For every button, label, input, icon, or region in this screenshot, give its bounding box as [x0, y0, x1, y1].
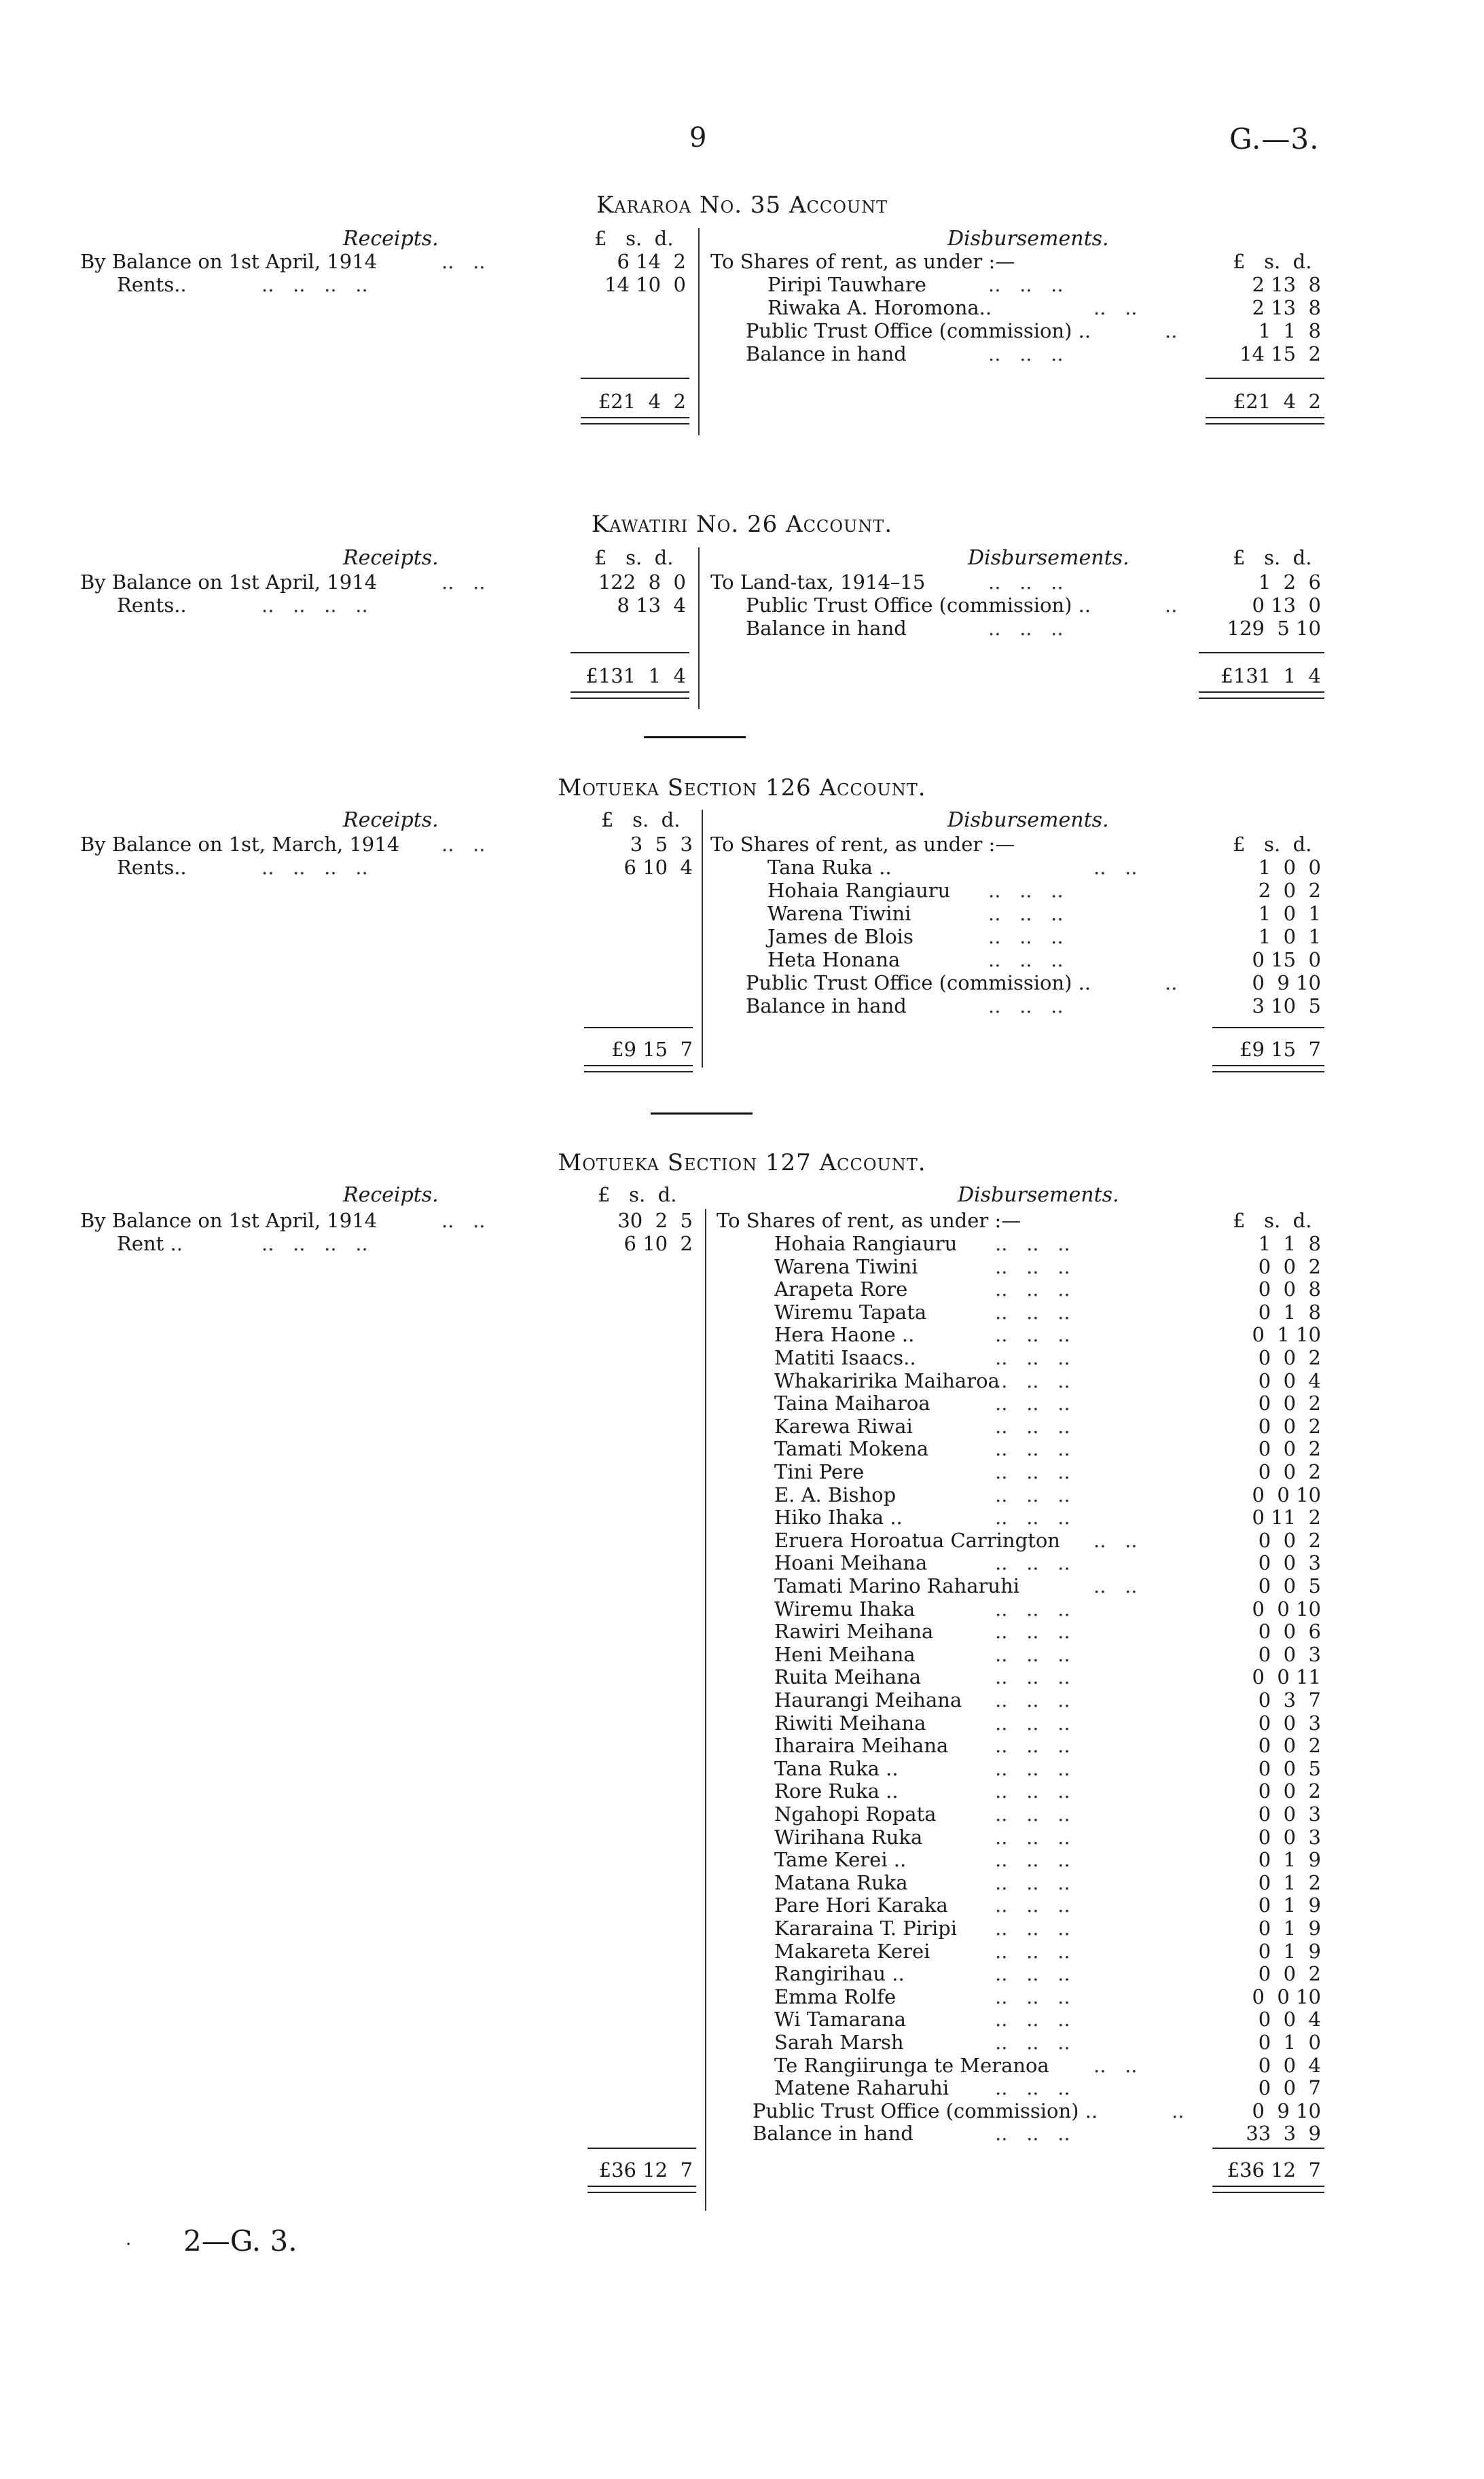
leader-dots: .. .. ..: [995, 1506, 1070, 1529]
leader-dots: .. .. ..: [995, 1483, 1070, 1506]
disbursement-row: Wi Tamarana: [774, 2008, 907, 2031]
double-rule: [587, 2186, 696, 2193]
disbursement-row: Tana Ruka ..: [774, 1757, 899, 1780]
leader-dots: .. .. .. ..: [261, 594, 368, 617]
disbursement-row: E. A. Bishop: [774, 1483, 897, 1506]
disbursement-row: Matiti Isaacs..: [774, 1346, 916, 1369]
total-rule: [1212, 1027, 1324, 1028]
leader-dots: .. ..: [1093, 296, 1138, 319]
leader-dots: .. .. ..: [995, 1278, 1070, 1301]
disbursement-amount: 0 0 2: [1258, 1779, 1321, 1803]
receipts-header: Receipts.: [343, 546, 439, 570]
leader-dots: .. .. ..: [988, 902, 1064, 925]
disbursement-row: Hohaia Rangiauru: [774, 1232, 958, 1255]
disbursement-amount: 0 0 10: [1252, 1483, 1321, 1506]
disbursement-amount: 1 1 8: [1258, 319, 1321, 342]
disbursement-row: Matene Raharuhi: [774, 2076, 949, 2099]
disbursement-row: Matana Ruka: [774, 1871, 908, 1894]
receipt-amount: 14 10 0: [604, 273, 686, 296]
disbursement-amount: 1 0 1: [1258, 925, 1321, 948]
disbursement-amount: 0 0 4: [1258, 1369, 1321, 1392]
disbursement-row: Ruita Meihana: [774, 1665, 922, 1688]
disbursement-row: Riwaka A. Horomona..: [767, 296, 992, 319]
receipts-header: Receipts.: [343, 808, 439, 832]
disbursements-total: £21 4 2: [1233, 390, 1321, 413]
disbursement-intro: To Shares of rent, as under :—: [710, 833, 1015, 856]
receipt-row: By Balance on 1st April, 1914: [80, 571, 378, 594]
disbursement-row: Kararaina T. Piripi: [774, 1917, 958, 1940]
leader-dots: ..: [1165, 319, 1178, 342]
double-rule: [571, 691, 689, 699]
disbursement-row: Haurangi Meihana: [774, 1688, 962, 1712]
disbursement-amount: 0 1 9: [1258, 1848, 1321, 1871]
disbursement-row: Balance in hand: [746, 342, 907, 365]
leader-dots: .. .. ..: [988, 879, 1064, 902]
leader-dots: .. .. ..: [995, 2122, 1070, 2145]
section-separator: [644, 736, 746, 738]
footer-dot: ·: [126, 2234, 132, 2255]
disbursement-row: Rore Ruka ..: [774, 1779, 899, 1803]
receipt-amount: 3 5 3: [630, 833, 693, 856]
leader-dots: .. .. ..: [995, 1712, 1070, 1735]
receipt-row: By Balance on 1st April, 1914: [80, 250, 378, 273]
leader-dots: .. .. ..: [995, 1940, 1070, 1963]
leader-dots: .. .. ..: [988, 925, 1064, 948]
leader-dots: ..: [1165, 594, 1178, 617]
disbursement-row: Rawiri Meihana: [774, 1620, 934, 1643]
disbursement-amount: 0 11 2: [1252, 1506, 1321, 1529]
disbursement-amount: 0 0 2: [1258, 1962, 1321, 1985]
disbursement-row: Wiremu Tapata: [774, 1301, 927, 1324]
receipt-amount: 122 8 0: [598, 571, 686, 594]
disbursement-intro: To Shares of rent, as under :—: [710, 250, 1015, 273]
disbursement-amount: 0 0 2: [1258, 1346, 1321, 1369]
disbursement-amount: 1 2 6: [1258, 571, 1321, 594]
disbursement-amount: 2 13 8: [1252, 273, 1321, 296]
leader-dots: .. .. ..: [988, 342, 1064, 365]
disbursement-row: Tame Kerei ..: [774, 1848, 907, 1871]
disbursement-row: Tini Pere: [774, 1460, 865, 1483]
disbursement-amount: 14 15 2: [1239, 342, 1321, 365]
double-rule: [1212, 2186, 1324, 2193]
leader-dots: .. .. ..: [995, 1871, 1070, 1894]
leader-dots: .. .. ..: [995, 1803, 1070, 1826]
leader-dots: .. .. ..: [988, 617, 1064, 640]
leader-dots: .. .. ..: [995, 1917, 1070, 1940]
receipts-total: £131 1 4: [585, 664, 686, 687]
leader-dots: .. .. .. ..: [261, 856, 368, 879]
receipts-lsd-header: £ s. d.: [598, 1183, 677, 1206]
receipts-lsd-header: £ s. d.: [594, 227, 674, 250]
leader-dots: .. ..: [1093, 856, 1138, 879]
disbursement-amount: 0 0 3: [1258, 1643, 1321, 1666]
leader-dots: .. ..: [1093, 1574, 1138, 1597]
leader-dots: .. ..: [441, 250, 486, 273]
disbursement-row: Makareta Kerei: [774, 1940, 930, 1963]
disbursement-amount: 0 0 4: [1258, 2008, 1321, 2031]
column-divider: [705, 1209, 706, 2211]
disbursement-row: Eruera Horoatua Carrington: [774, 1529, 1060, 1552]
receipt-amount: 6 10 4: [623, 856, 693, 879]
leader-dots: .. .. ..: [995, 1301, 1070, 1324]
leader-dots: .. ..: [441, 1209, 486, 1232]
disbursements-lsd-header: £ s. d.: [1233, 546, 1312, 569]
disbursement-row: Wirihana Ruka: [774, 1826, 923, 1849]
disbursement-amount: 0 0 3: [1258, 1826, 1321, 1849]
receipt-amount: 8 13 4: [617, 594, 686, 617]
leader-dots: .. .. ..: [995, 2076, 1070, 2099]
leader-dots: .. .. ..: [995, 1734, 1070, 1757]
disbursement-row: Sarah Marsh: [774, 2031, 904, 2054]
disbursements-lsd-header: £ s. d.: [1233, 250, 1312, 273]
disbursement-amount: 0 0 2: [1258, 1734, 1321, 1757]
page-reference: G.—3.: [1229, 122, 1320, 156]
receipt-amount: 6 10 2: [623, 1232, 693, 1255]
leader-dots: .. .. ..: [995, 1392, 1070, 1415]
disbursement-amount: 0 0 2: [1258, 1460, 1321, 1483]
leader-dots: .. .. ..: [988, 273, 1064, 296]
disbursement-amount: 1 1 8: [1258, 1232, 1321, 1255]
leader-dots: .. .. ..: [995, 1757, 1070, 1780]
leader-dots: .. .. ..: [995, 1597, 1070, 1621]
disbursements-lsd-header: £ s. d.: [1233, 833, 1312, 856]
disbursement-amount: 0 0 10: [1252, 1985, 1321, 2008]
disbursements-lsd-header: £ s. d.: [1233, 1209, 1312, 1232]
disbursement-row: Heni Meihana: [774, 1643, 916, 1666]
disbursement-row: Emma Rolfe: [774, 1985, 897, 2008]
disbursement-row: Heta Honana: [767, 948, 901, 971]
leader-dots: .. .. ..: [995, 1620, 1070, 1643]
leader-dots: .. .. .. ..: [261, 1232, 368, 1255]
receipts-lsd-header: £ s. d.: [594, 546, 674, 569]
disbursement-amount: 2 0 2: [1258, 879, 1321, 902]
leader-dots: .. .. ..: [995, 1643, 1070, 1666]
leader-dots: .. .. ..: [995, 1779, 1070, 1803]
disbursement-amount: 0 0 4: [1258, 2054, 1321, 2077]
leader-dots: .. .. ..: [995, 1415, 1070, 1438]
disbursement-amount: 0 1 10: [1252, 1323, 1321, 1346]
account-title-kawatiri: Kawatiri No. 26 Account.: [591, 511, 893, 538]
column-divider: [698, 547, 700, 709]
receipt-row: Rent ..: [117, 1232, 183, 1255]
disbursement-row: Tana Ruka ..: [767, 856, 892, 879]
disbursement-amount: 1 0 0: [1258, 856, 1321, 879]
disbursement-amount: 0 1 0: [1258, 2031, 1321, 2054]
leader-dots: ..: [1172, 2099, 1184, 2122]
disbursement-amount: 0 0 6: [1258, 1620, 1321, 1643]
disbursements-total: £9 15 7: [1239, 1038, 1321, 1061]
disbursement-amount: 0 1 9: [1258, 1894, 1321, 1917]
leader-dots: .. .. ..: [995, 1826, 1070, 1849]
disbursement-amount: 0 1 9: [1258, 1917, 1321, 1940]
double-rule: [1212, 1065, 1324, 1072]
leader-dots: .. .. ..: [995, 1323, 1070, 1346]
total-rule: [584, 1027, 693, 1028]
disbursement-row: Balance in hand: [753, 2122, 913, 2145]
disbursement-amount: 0 15 0: [1252, 948, 1321, 971]
disbursement-row: Tamati Mokena: [774, 1437, 929, 1460]
disbursement-row: Public Trust Office (commission) ..: [746, 319, 1091, 342]
disbursement-row: Wiremu Ihaka: [774, 1597, 916, 1621]
total-rule: [571, 652, 689, 653]
disbursement-row: Public Trust Office (commission) ..: [746, 971, 1091, 994]
disbursement-amount: 0 0 3: [1258, 1712, 1321, 1735]
leader-dots: .. .. ..: [995, 1460, 1070, 1483]
disbursement-amount: 0 0 2: [1258, 1415, 1321, 1438]
leader-dots: .. .. ..: [995, 1894, 1070, 1917]
leader-dots: .. .. ..: [995, 2031, 1070, 2054]
column-divider: [698, 228, 700, 435]
disbursement-row: Hiko Ihaka ..: [774, 1506, 903, 1529]
leader-dots: .. .. ..: [995, 1962, 1070, 1985]
disbursement-row: Arapeta Rore: [774, 1278, 908, 1301]
disbursement-amount: 0 1 8: [1258, 1301, 1321, 1324]
leader-dots: .. .. ..: [995, 1551, 1070, 1574]
disbursement-row: Warena Tiwini: [767, 902, 911, 925]
receipts-header: Receipts.: [343, 1183, 439, 1207]
receipt-row: Rents..: [117, 273, 187, 296]
receipt-row: By Balance on 1st April, 1914: [80, 1209, 378, 1232]
double-rule: [584, 1065, 693, 1072]
disbursement-row: James de Blois: [767, 925, 913, 948]
disbursement-amount: 0 0 5: [1258, 1574, 1321, 1597]
double-rule: [1206, 417, 1324, 424]
disbursement-amount: 33 3 9: [1246, 2122, 1321, 2145]
receipts-header: Receipts.: [343, 227, 439, 251]
disbursement-amount: 0 9 10: [1252, 971, 1321, 994]
disbursement-amount: 0 0 2: [1258, 1529, 1321, 1552]
disbursement-amount: 3 10 5: [1252, 994, 1321, 1017]
disbursements-total: £131 1 4: [1220, 664, 1321, 687]
disbursement-row: Hera Haone ..: [774, 1323, 915, 1346]
disbursement-row: Riwiti Meihana: [774, 1712, 926, 1735]
leader-dots: .. .. ..: [995, 1985, 1070, 2008]
leader-dots: .. .. .. ..: [261, 273, 368, 296]
disbursement-row: Whakaririka Maiharoa: [774, 1369, 1000, 1392]
receipt-row: Rents..: [117, 594, 187, 617]
total-rule: [1199, 652, 1324, 653]
disbursement-amount: 0 0 2: [1258, 1437, 1321, 1460]
leader-dots: .. .. ..: [988, 571, 1064, 594]
disbursement-row: Balance in hand: [746, 994, 907, 1017]
leader-dots: .. .. ..: [995, 1255, 1070, 1278]
account-title-kararoa: Kararoa No. 35 Account: [596, 192, 888, 219]
account-title-motueka-127: Motueka Section 127 Account.: [558, 1149, 926, 1176]
disbursements-header: Disbursements.: [968, 546, 1129, 570]
leader-dots: .. .. ..: [988, 948, 1064, 971]
page-number: 9: [689, 122, 707, 153]
disbursement-row: Tamati Marino Raharuhi: [774, 1574, 1020, 1597]
leader-dots: .. .. ..: [995, 1346, 1070, 1369]
leader-dots: .. .. ..: [995, 2008, 1070, 2031]
disbursement-row: Warena Tiwini: [774, 1255, 918, 1278]
section-separator: [651, 1112, 753, 1115]
disbursement-amount: 0 9 10: [1252, 2099, 1321, 2122]
signature-footer: 2—G. 3.: [183, 2224, 297, 2258]
disbursement-amount: 129 5 10: [1227, 617, 1321, 640]
disbursement-amount: 0 0 10: [1252, 1597, 1321, 1621]
leader-dots: .. .. ..: [988, 994, 1064, 1017]
disbursement-row: Karewa Riwai: [774, 1415, 913, 1438]
receipt-row: By Balance on 1st, March, 1914: [80, 833, 400, 856]
disbursement-amount: 0 0 2: [1258, 1255, 1321, 1278]
total-rule: [1212, 2148, 1324, 2149]
disbursement-row: Hoani Meihana: [774, 1551, 928, 1574]
leader-dots: .. .. ..: [995, 1665, 1070, 1688]
disbursement-row: Taina Maiharoa: [774, 1392, 930, 1415]
double-rule: [1199, 691, 1324, 699]
leader-dots: .. .. ..: [995, 1688, 1070, 1712]
receipts-total: £36 12 7: [598, 2158, 693, 2182]
total-rule: [1206, 378, 1324, 379]
disbursements-total: £36 12 7: [1227, 2158, 1321, 2182]
leader-dots: .. ..: [441, 833, 486, 856]
disbursement-row: Balance in hand: [746, 617, 907, 640]
disbursement-row: Pare Hori Karaka: [774, 1894, 948, 1917]
column-divider: [702, 810, 703, 1068]
disbursement-amount: 0 13 0: [1252, 594, 1321, 617]
leader-dots: .. .. ..: [995, 1848, 1070, 1871]
disbursement-amount: 0 0 7: [1258, 2076, 1321, 2099]
leader-dots: .. ..: [1093, 1529, 1138, 1552]
disbursement-intro: To Shares of rent, as under :—: [717, 1209, 1021, 1232]
disbursement-amount: 0 0 2: [1258, 1392, 1321, 1415]
disbursements-header: Disbursements.: [958, 1183, 1119, 1207]
disbursement-amount: 2 13 8: [1252, 296, 1321, 319]
leader-dots: .. .. ..: [995, 1232, 1070, 1255]
disbursements-header: Disbursements.: [947, 808, 1109, 832]
disbursement-row: Ngahopi Ropata: [774, 1803, 937, 1826]
disbursement-row: Te Rangiirunga te Meranoa: [774, 2054, 1049, 2077]
account-title-motueka-126: Motueka Section 126 Account.: [558, 774, 926, 801]
disbursement-row: Iharaira Meihana: [774, 1734, 949, 1757]
leader-dots: .. ..: [441, 571, 486, 594]
disbursement-amount: 0 0 3: [1258, 1551, 1321, 1574]
leader-dots: .. .. ..: [995, 1369, 1070, 1392]
disbursement-row: Piripi Tauwhare: [767, 273, 926, 296]
disbursement-row: Rangirihau ..: [774, 1962, 905, 1985]
disbursement-amount: 0 0 3: [1258, 1803, 1321, 1826]
double-rule: [581, 417, 689, 424]
disbursement-row: Public Trust Office (commission) ..: [746, 594, 1091, 617]
disbursement-row: Hohaia Rangiauru: [767, 879, 951, 902]
receipts-lsd-header: £ s. d.: [601, 808, 681, 831]
receipt-row: Rents..: [117, 856, 187, 879]
disbursement-amount: 0 0 11: [1252, 1665, 1321, 1688]
disbursement-amount: 0 0 8: [1258, 1278, 1321, 1301]
receipt-amount: 6 14 2: [617, 250, 686, 273]
disbursement-row: Public Trust Office (commission) ..: [753, 2099, 1098, 2122]
receipt-amount: 30 2 5: [617, 1209, 693, 1232]
disbursements-header: Disbursements.: [947, 227, 1109, 251]
receipts-total: £9 15 7: [611, 1038, 693, 1061]
leader-dots: .. .. ..: [995, 1437, 1070, 1460]
leader-dots: ..: [1165, 971, 1178, 994]
disbursement-row: To Land-tax, 1914–15: [710, 571, 926, 594]
disbursement-amount: 0 0 5: [1258, 1757, 1321, 1780]
disbursement-amount: 1 0 1: [1258, 902, 1321, 925]
disbursement-amount: 0 3 7: [1258, 1688, 1321, 1712]
receipts-total: £21 4 2: [598, 390, 686, 413]
disbursement-amount: 0 1 2: [1258, 1871, 1321, 1894]
total-rule: [581, 378, 689, 379]
total-rule: [587, 2148, 696, 2149]
disbursement-amount: 0 1 9: [1258, 1940, 1321, 1963]
leader-dots: .. ..: [1093, 2054, 1138, 2077]
